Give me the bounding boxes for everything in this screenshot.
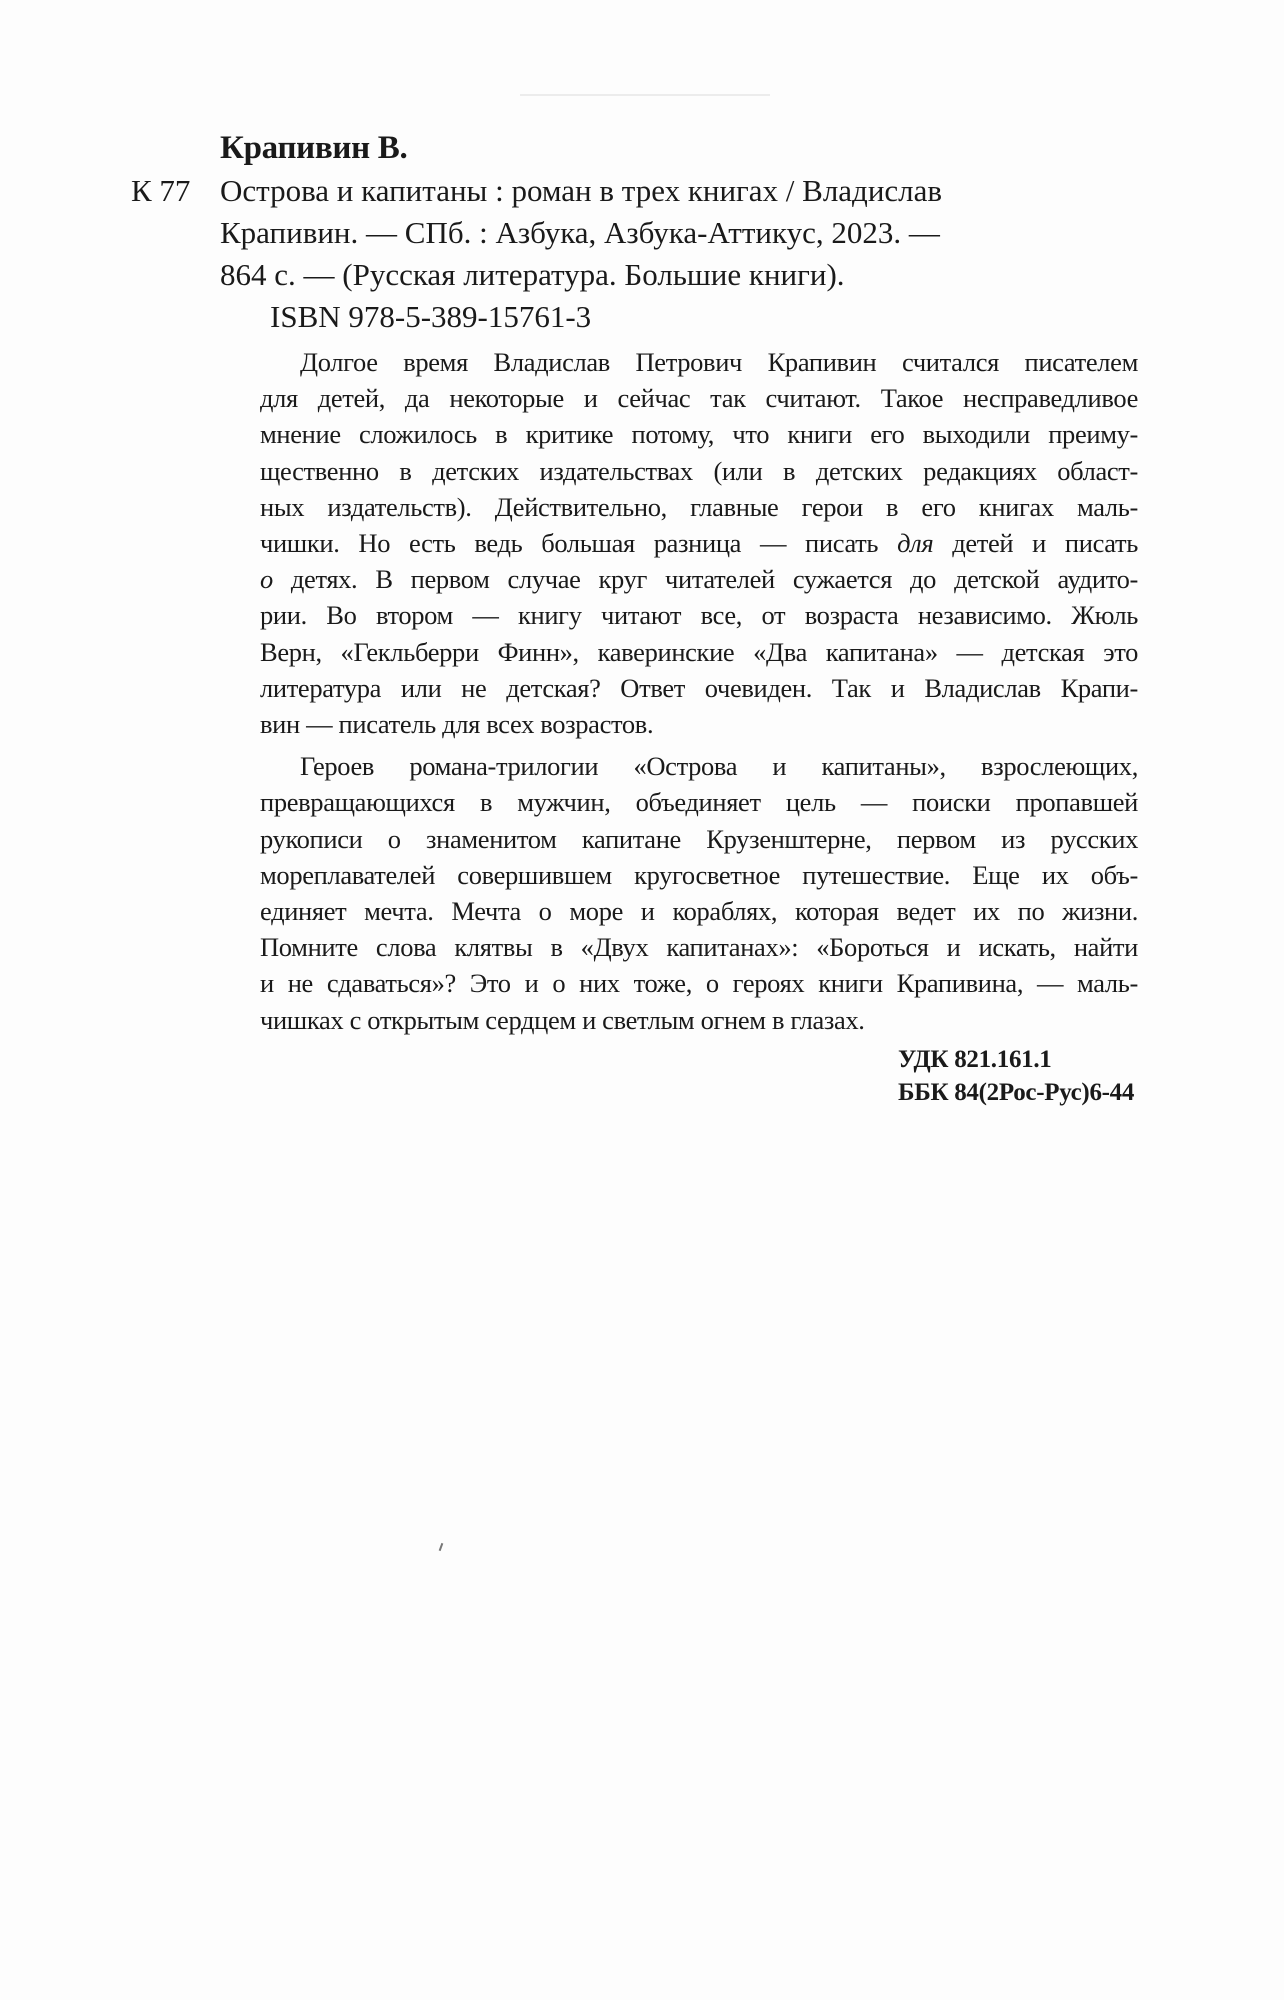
text-line: мореплавателей совершившем кругосветное путешествие. Еще их объ- xyxy=(260,859,1138,890)
emphasis: о xyxy=(260,564,273,595)
shelf-code: К 77 xyxy=(131,173,191,208)
annotation-paragraph-2 xyxy=(260,748,1138,1038)
udk-code: УДК 821.161.1 xyxy=(898,1046,1052,1073)
text-line: чишках с открытым сердцем и светлым огнем в глазах. xyxy=(260,1004,865,1035)
show-through-rule xyxy=(520,94,770,96)
text-line: Долгое время Владислав Петрович Крапивин считался писателем xyxy=(300,347,1138,377)
text-line: единяет мечта. Мечта о море и кораблях, которая ведет их по жизни. xyxy=(260,896,1138,927)
text-line: ных издательств). Действительно, главные герои в его книгах маль- xyxy=(260,491,1138,522)
bbk-code: ББК 84(2Рос-Рус)6-44 xyxy=(898,1079,1135,1106)
isbn: ISBN 978-5-389-15761-3 xyxy=(270,299,592,334)
text-line: Помните слова клятвы в «Двух капитанах»: «Бороться и искать, найти xyxy=(260,932,1138,963)
text-run: детей и писать xyxy=(933,528,1138,559)
text-line: мнение сложилось в критике потому, что книги его выходили преиму- xyxy=(260,419,1138,450)
text-line: превращающихся в мужчин, объединяет цель — поиски пропавшей xyxy=(260,787,1138,818)
text-line: рукописи о знаменитом капитане Крузенштерне, первом из русских xyxy=(260,823,1138,854)
bibliographic-line: Острова и капитаны : роман в трех книгах / Владислав xyxy=(220,173,943,208)
emphasis: для xyxy=(897,528,934,559)
text-line: для детей, да некоторые и сейчас так считают. Такое несправедливое xyxy=(260,383,1138,414)
print-speck xyxy=(439,1543,444,1551)
text-line: щественно в детских издательствах (или в детских редакциях област- xyxy=(260,455,1138,486)
text-run: детях. В первом случае круг читателей сужается до детской аудито- xyxy=(272,564,1138,595)
annotation xyxy=(260,344,1138,1038)
text-line: Героев романа-трилогии «Острова и капитаны», взрослеющих, xyxy=(300,751,1138,782)
text-line xyxy=(260,561,1138,597)
bibliographic-line: 864 с. — (Русская литература. Большие книги). xyxy=(220,257,845,292)
text-line: вин — писатель для всех возрастов. xyxy=(260,709,654,740)
text-line: литература или не детская? Ответ очевиден. Так и Владислав Крапи- xyxy=(260,672,1138,703)
text-line: Верн, «Гекльберри Финн», каверинские «Два капитана» — детская это xyxy=(260,636,1138,667)
text-line xyxy=(260,525,1138,561)
classification-codes xyxy=(898,1043,1134,1109)
bibliographic-description xyxy=(220,170,1140,338)
text-line: и не сдаваться»? Это и о них тоже, о героях книги Крапивина, — маль- xyxy=(260,968,1138,999)
bibliographic-line: Крапивин. — СПб. : Азбука, Азбука-Аттикус, 2023. — xyxy=(220,215,940,250)
annotation-paragraph-1 xyxy=(260,344,1138,742)
author-heading: Крапивин В. xyxy=(220,130,408,166)
text-line: рии. Во втором — книгу читают все, от возраста независимо. Жюль xyxy=(260,600,1138,631)
text-run: чишки. Но есть ведь большая разница — писать xyxy=(260,528,898,559)
